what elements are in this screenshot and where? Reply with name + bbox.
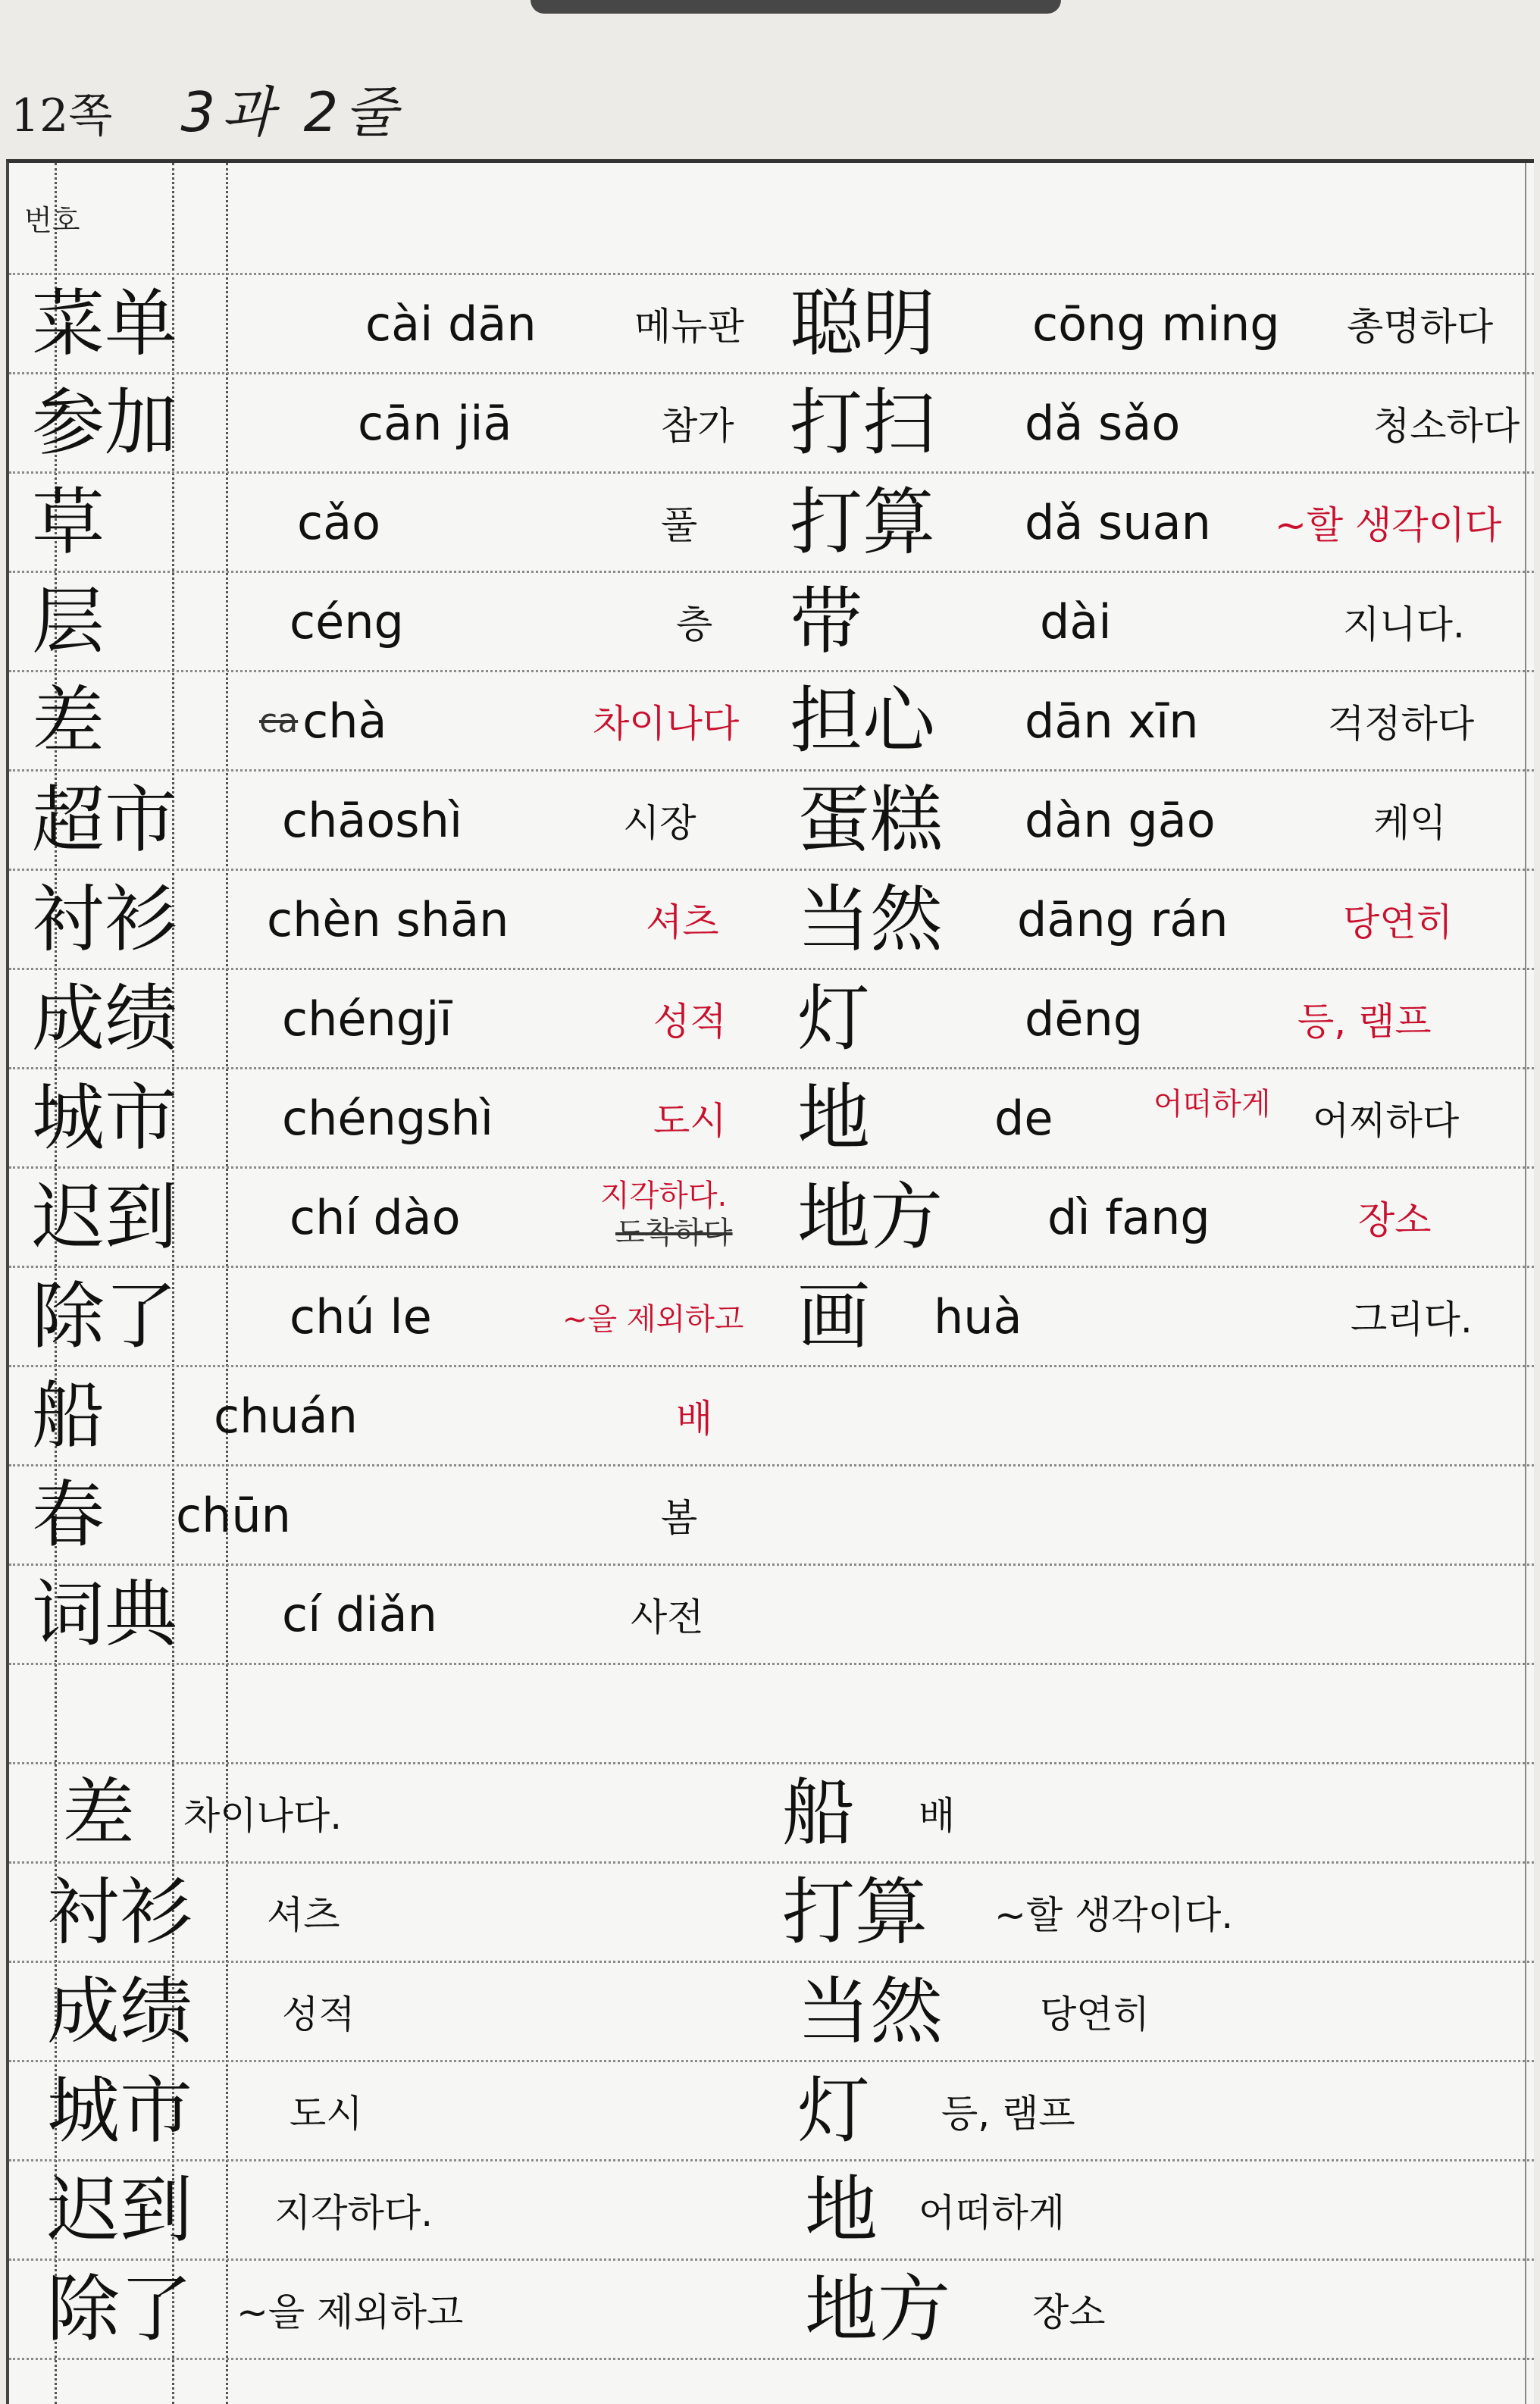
hanzi: 蛋糕 [797,778,943,862]
pinyin: dān xīn [1025,693,1199,749]
meaning: 청소하다 [1373,404,1520,448]
vocab-row [9,1467,1534,1566]
meaning: 그리다. [1351,1297,1473,1341]
hanzi: 当然 [797,877,943,962]
handwritten-title: 3과 2줄 [180,80,403,144]
number-column-label: 번호 [24,204,80,237]
pinyin: céng [290,593,404,650]
pinyin: chà [302,693,387,749]
hanzi: 打扫 [790,380,935,465]
review-row [9,2062,1534,2161]
vocab-row [9,1367,1534,1467]
hanzi: 聪明 [790,281,935,366]
pinyin: dàn gāo [1025,792,1216,848]
hanzi: 城市 [47,2068,192,2153]
pinyin: cān jiā [358,395,512,451]
pinyin: chūn [176,1487,291,1543]
pinyin: chèn shān [267,891,509,947]
hanzi: 灯 [797,976,870,1061]
meaning: 지각하다. [274,2191,434,2235]
pinyin: dēng [1025,991,1144,1047]
meaning: 봄 [661,1496,698,1540]
hanzi: 打算 [782,1870,928,1955]
review-row [9,1764,1534,1864]
meaning: 등, 램프 [1297,1000,1432,1044]
hanzi: 当然 [797,1969,943,2054]
pinyin: cōng ming [1032,296,1280,352]
meaning: 장소 [1358,1198,1432,1242]
pinyin: chí dào [290,1189,461,1245]
hanzi: 差 [62,1770,135,1855]
vocab-row [9,772,1534,871]
vocab-row [9,1069,1534,1169]
hanzi: 差 [32,678,105,763]
meaning: 층 [676,603,713,646]
pinyin: chú le [290,1288,432,1344]
page-top-shadow [531,0,1061,14]
page-header [11,68,403,152]
hanzi: 船 [32,1373,105,1458]
review-row [9,2161,1534,2261]
review-row [9,2261,1534,2360]
pinyin: chāoshì [282,792,463,848]
hanzi: 地方 [797,1175,943,1260]
meaning: 셔츠 [646,900,719,944]
meaning: 장소 [1032,2290,1106,2334]
vocab-row [9,1169,1534,1268]
pinyin: dǎ sǎo [1025,395,1181,451]
hanzi: 地 [805,2168,878,2252]
hanzi: 灯 [797,2068,870,2153]
pinyin: chéngshì [282,1090,493,1146]
pinyin: chuán [214,1388,358,1444]
meaning: ~할 생각이다 [1275,503,1502,547]
pinyin: dài [1040,593,1112,650]
meaning: 도시 [653,1099,727,1143]
hanzi: 超市 [32,778,177,862]
pinyin: cí diǎn [282,1586,437,1642]
meaning: 성적 [653,1000,727,1044]
meaning: 배 [919,1794,956,1838]
meaning: 차이나다. [183,1794,343,1838]
hanzi: 船 [782,1770,855,1855]
meaning: 풀 [661,503,698,547]
vocab-row [9,374,1534,474]
meaning-note: 지각하다. [600,1179,728,1213]
meaning: 당연히 [1040,1992,1150,2036]
meaning: ~을 제외하고 [562,1301,744,1337]
pinyin: de [994,1090,1053,1146]
pinyin: chéngjī [282,991,452,1047]
meaning: ~을 제외하고 [236,2290,464,2334]
vocab-row [9,275,1534,374]
hanzi: 衬衫 [47,1870,192,1955]
hanzi: 参加 [32,380,177,465]
hanzi: 地方 [805,2267,950,2352]
review-row [9,1963,1534,2062]
vocab-row [9,573,1534,672]
hanzi: 成绩 [32,976,177,1061]
vocab-row [9,1268,1534,1367]
hanzi: 层 [32,579,105,664]
hanzi: 担心 [790,678,935,763]
meaning: 총명하다 [1347,305,1494,349]
page-number: 12쪽 [11,89,113,142]
hanzi: 城市 [32,1075,177,1160]
pinyin: dì fang [1047,1189,1210,1245]
hanzi: 菜单 [32,281,177,366]
meaning: 걱정하다 [1328,702,1475,746]
vocab-row [9,871,1534,970]
meaning: 도시 [290,2092,363,2136]
pinyin: cài dān [365,296,537,352]
pinyin: dǎ suan [1025,494,1211,550]
struck-out-meaning: 도착하다 [615,1216,733,1251]
vocab-row [9,474,1534,573]
hanzi: 打算 [790,480,935,565]
meaning: 성적 [282,1992,355,2036]
hanzi: 迟到 [47,2168,192,2252]
hanzi: 画 [797,1274,870,1359]
hanzi: 成绩 [47,1969,192,2054]
meaning: ~할 생각이다. [994,1893,1234,1937]
hanzi: 地 [797,1075,870,1160]
hanzi: 除了 [32,1274,177,1359]
empty-row [9,1665,1534,1764]
meaning: 케익 [1373,801,1447,845]
meaning: 배 [676,1397,713,1441]
meaning: 당연히 [1343,900,1453,944]
meaning-note: 어떠하게 [1153,1087,1271,1122]
pinyin: dāng rán [1017,891,1229,947]
meaning: 어떠하게 [919,2191,1066,2235]
table-header-row [9,163,1534,275]
vocab-row [9,1566,1534,1665]
meaning: 차이나다 [593,702,740,746]
vocab-row [9,970,1534,1069]
hanzi: 除了 [47,2267,192,2352]
meaning: 사전 [631,1595,704,1639]
hanzi: 衬衫 [32,877,177,962]
hanzi: 迟到 [32,1175,177,1260]
hanzi: 春 [32,1473,105,1557]
meaning: 지니다. [1343,603,1465,646]
vocabulary-sheet [6,159,1534,2404]
meaning: 시장 [623,801,696,845]
pinyin: cǎo [297,494,381,550]
hanzi: 词典 [32,1572,177,1657]
meaning: 셔츠 [267,1893,340,1937]
struck-out-text: ca [259,701,299,740]
meaning: 어찌하다 [1313,1099,1460,1143]
hanzi: 带 [790,579,862,664]
meaning: 참가 [661,404,734,448]
meaning: 메뉴판 [634,305,744,349]
hanzi: 草 [32,480,105,565]
review-row [9,1864,1534,1963]
pinyin: huà [934,1288,1022,1344]
meaning: 등, 램프 [941,2092,1075,2136]
vocab-row [9,672,1534,772]
